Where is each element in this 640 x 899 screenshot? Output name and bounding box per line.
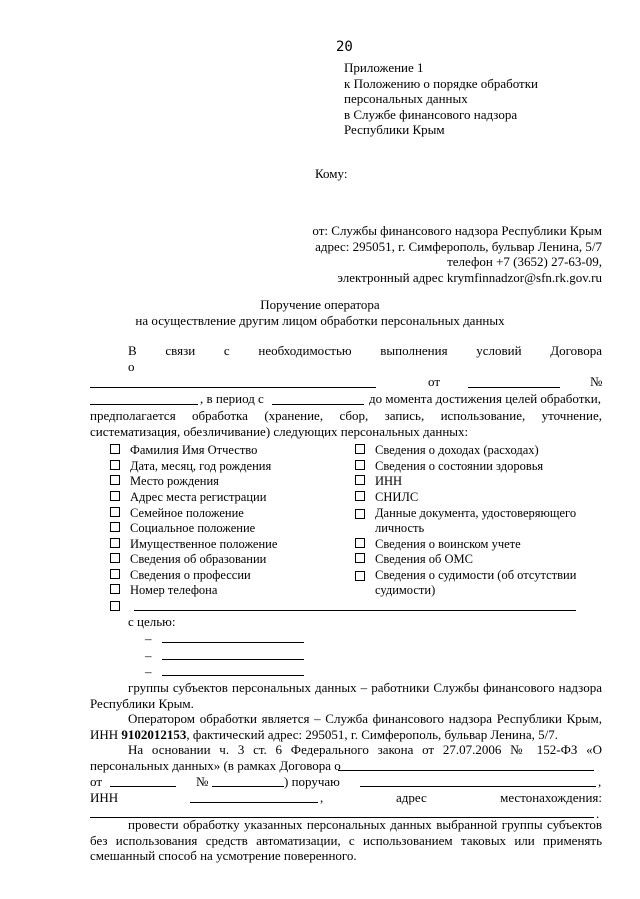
groups-line-2: Республики Крым.: [90, 695, 194, 711]
basis-paragraph: [90, 742, 602, 822]
contract-field[interactable]: [90, 376, 376, 388]
contract-date-field[interactable]: [468, 376, 560, 388]
appendix-block: [344, 60, 604, 138]
final-line-3: смешанный способ на усмотрение поверенного.: [90, 848, 357, 863]
recipient-label: Кому:: [315, 166, 348, 181]
operator-line-1: Оператором обработки является – Служба финансового надзора Республики Крым,: [128, 711, 602, 726]
checkbox[interactable]: [110, 507, 120, 517]
period-start-field[interactable]: [272, 393, 364, 405]
final-line-1: провести обработку указанных персональных данных выбранной группы субъектов: [128, 817, 602, 832]
checkbox-item-other[interactable]: [110, 599, 576, 616]
basis-line-5: .: [90, 806, 602, 822]
contract-number-field[interactable]: [90, 393, 198, 405]
purpose-row: –: [145, 631, 304, 647]
operator-inn: 9102012153: [121, 726, 187, 742]
checkbox-item[interactable]: Сведения о состоянии здоровья: [355, 459, 543, 475]
final-line-2: без использования средств автоматизации, с использованием таковых или применять: [90, 832, 602, 848]
label-period: , в период с: [200, 391, 264, 406]
sender-line: телефон +7 (3652) 27-63-09,: [447, 254, 602, 269]
checkbox-item[interactable]: Сведения о профессии: [110, 568, 251, 584]
checkbox[interactable]: [355, 444, 365, 454]
purpose-row: –: [145, 664, 304, 680]
checkbox[interactable]: [110, 601, 120, 611]
checkbox[interactable]: [355, 475, 365, 485]
final-paragraph: [90, 817, 602, 864]
intro-paragraph: [90, 343, 602, 439]
checkbox[interactable]: [110, 522, 120, 532]
checkbox-item[interactable]: Семейное положение: [110, 506, 244, 522]
page-number: 20: [336, 39, 353, 55]
checkbox-item[interactable]: Номер телефона: [110, 583, 217, 599]
intro-line-4: предполагается обработка (хранение, сбор, запись, использование, уточнение,: [90, 408, 602, 423]
appendix-line: персональных данных: [344, 91, 468, 106]
title-line-2: на осуществление другим лицом обработки персональных данных: [135, 312, 505, 328]
intro-line-1: В связи с необходимостью выполнения условий Договора о: [128, 343, 602, 374]
checkbox-item[interactable]: Сведения об ОМС: [355, 552, 473, 568]
checkbox[interactable]: [355, 571, 365, 581]
checkbox[interactable]: [110, 569, 120, 579]
checkbox[interactable]: [110, 553, 120, 563]
checkbox[interactable]: [355, 491, 365, 501]
checkbox[interactable]: [110, 475, 120, 485]
appendix-line: в Службе финансового надзора: [344, 106, 518, 122]
assignee-address-field[interactable]: [90, 806, 594, 818]
basis-number-field[interactable]: [212, 775, 284, 787]
appendix-line: Республики Крым: [344, 122, 445, 137]
basis-line-4: ИНН , адрес местонахождения:: [90, 789, 602, 805]
groups-paragraph: [90, 680, 602, 711]
checkbox-item[interactable]: Фамилия Имя Отчество: [110, 443, 257, 459]
checkbox[interactable]: [110, 491, 120, 501]
checkbox-item[interactable]: ИНН: [355, 474, 402, 490]
other-data-field[interactable]: [134, 599, 576, 611]
assignee-inn-field[interactable]: [190, 791, 318, 803]
checkbox-item[interactable]: Адрес места регистрации: [110, 490, 266, 506]
checkbox-item[interactable]: Сведения о воинском учете: [355, 537, 521, 553]
purpose-row: –: [145, 648, 304, 664]
basis-date-field[interactable]: [110, 775, 176, 787]
purpose-field-3[interactable]: [162, 664, 304, 676]
label-ot: от: [428, 374, 441, 389]
sender-line: адрес: 295051, г. Симферополь, бульвар Ленина, 5/7: [315, 238, 602, 254]
checkbox-item[interactable]: СНИЛС: [355, 490, 418, 506]
assignee-field[interactable]: [360, 775, 596, 787]
label-until: до момента достижения целей обработки,: [369, 391, 601, 406]
basis-line-1: На основании ч. 3 ст. 6 Федерального закона от 27.07.2006 № 152-ФЗ «О: [128, 742, 602, 757]
intro-line-5: систематизация, обезличивание) следующих персональных данных:: [90, 423, 469, 439]
operator-paragraph: [90, 711, 602, 742]
purpose-label: с целью:: [128, 614, 176, 629]
groups-line-1: группы субъектов персональных данных – работники Службы финансового надзора: [128, 680, 602, 695]
checkbox[interactable]: [110, 460, 120, 470]
operator-line-2: ИНН 9102012153, фактический адрес: 295051, г. Симферополь, бульвар Ленина, 5/7.: [90, 726, 558, 742]
checkbox[interactable]: [355, 553, 365, 563]
checkbox[interactable]: [110, 444, 120, 454]
checkbox[interactable]: [110, 584, 120, 594]
checkbox-item[interactable]: Место рождения: [110, 474, 219, 490]
basis-contract-field[interactable]: [338, 759, 594, 771]
checkbox-item[interactable]: Социальное положение: [110, 521, 255, 537]
checkbox-item[interactable]: Сведения о доходах (расходах): [355, 443, 539, 459]
intro-line-3: [90, 391, 602, 408]
checkbox[interactable]: [355, 509, 365, 519]
purpose-field-2[interactable]: [162, 648, 304, 660]
document-title: [0, 297, 640, 328]
intro-line-2: [90, 374, 602, 391]
checkbox-item[interactable]: Данные документа, удостоверяющего личность: [355, 506, 605, 536]
checkbox-item[interactable]: Сведения о судимости (об отсутствии судимости): [355, 568, 605, 598]
sender-block: [312, 223, 602, 285]
basis-line-2: персональных данных» (в рамках Договора о: [90, 758, 602, 774]
checkbox-item[interactable]: Дата, месяц, год рождения: [110, 459, 271, 475]
purpose-field-1[interactable]: [162, 631, 304, 643]
appendix-line: Приложение 1: [344, 60, 424, 75]
sender-line: электронный адрес krymfinnadzor@sfn.rk.gov.ru: [337, 269, 602, 285]
appendix-line: к Положению о порядке обработки: [344, 75, 538, 91]
checkbox-item[interactable]: Сведения об образовании: [110, 552, 266, 568]
basis-line-3: от № ) поручаю ,: [90, 773, 602, 789]
checkbox[interactable]: [110, 538, 120, 548]
checkbox[interactable]: [355, 460, 365, 470]
label-no: №: [590, 374, 603, 389]
sender-line: от: Службы финансового надзора Республики Крым: [312, 223, 602, 238]
checkbox-item[interactable]: Имущественное положение: [110, 537, 277, 553]
checkbox[interactable]: [355, 538, 365, 548]
title-line-1: Поручение оператора: [260, 297, 380, 312]
